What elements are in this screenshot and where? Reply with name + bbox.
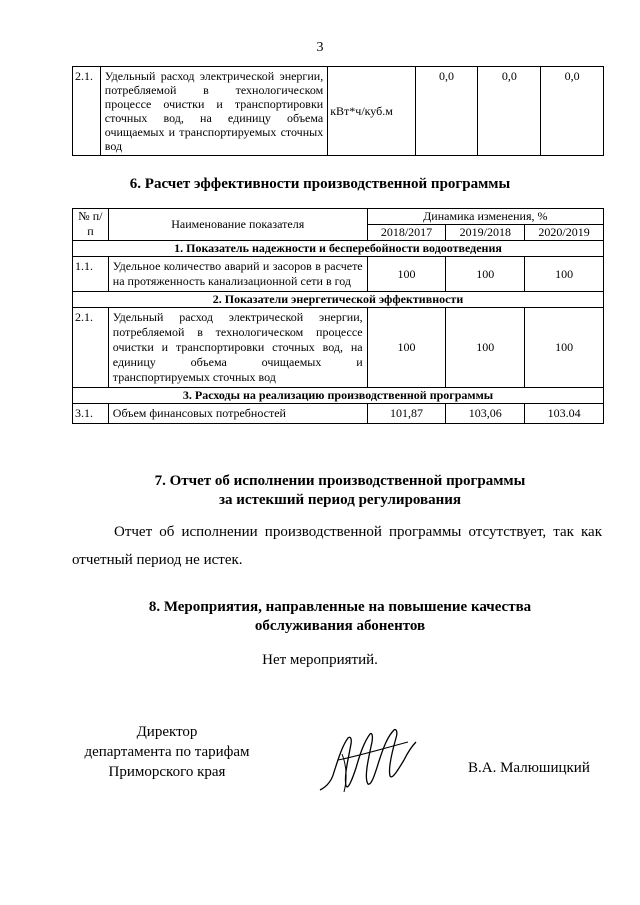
- row-number: 2.1.: [73, 308, 109, 388]
- row-value: 0,0: [478, 67, 541, 156]
- group-row: [73, 388, 604, 404]
- table-row: [73, 308, 604, 388]
- signatory-name: В.А. Малюшицкий: [468, 760, 590, 776]
- row-value: 100: [367, 257, 446, 292]
- row-value: 103,06: [446, 404, 525, 424]
- section-8-title-line: 8. Мероприятия, направленные на повышение качества: [148, 599, 532, 615]
- group-title: 3. Расходы на реализацию производственной программы: [73, 388, 604, 404]
- header-year: 2020/2019: [525, 225, 604, 241]
- section-6-title: 6. Расчет эффективности производственной программы: [129, 176, 511, 192]
- signatory-position: [72, 722, 262, 782]
- row-value: 100: [446, 257, 525, 292]
- row-value: 0,0: [541, 67, 604, 156]
- section-8-title-line: обслуживания абонентов: [254, 618, 426, 634]
- row-value: 0,0: [415, 67, 478, 156]
- header-year: 2019/2018: [446, 225, 525, 241]
- table-row: [73, 257, 604, 292]
- header-name: Наименование показателя: [108, 209, 367, 241]
- section-7-title-line: за истекший период регулирования: [218, 492, 462, 508]
- row-name: Объем финансовых потребностей: [108, 404, 367, 424]
- position-line: департамента по тарифам: [84, 744, 250, 760]
- table-header-row: [73, 209, 604, 225]
- row-number: 3.1.: [73, 404, 109, 424]
- position-line: Директор: [136, 724, 198, 740]
- row-value: 100: [525, 257, 604, 292]
- header-year: 2018/2017: [367, 225, 446, 241]
- row-name: Удельное количество аварий и засоров в расчете на протяженность канализационной сети в год: [108, 257, 367, 292]
- row-unit: кВт*ч/куб.м: [328, 67, 415, 156]
- row-name: Удельный расход электрической энергии, потребляемой в технологическом процессе очистки и транспортировки сточных вод, на единицу объема очищаемых и транспортируемых сточных вод: [108, 308, 367, 388]
- section-7-title-line: 7. Отчет об исполнении производственной программы: [154, 473, 526, 489]
- header-num: № п/п: [73, 209, 109, 241]
- row-name: Удельный расход электрической энергии, потребляемой в технологическом процессе очистки и транспортировки сточных вод, на единицу объема очищаемых и транспортируемых сточных вод: [100, 67, 327, 156]
- position-line: Приморского края: [108, 764, 226, 780]
- group-title: 1. Показатель надежности и бесперебойности водоотведения: [73, 241, 604, 257]
- row-value: 100: [446, 308, 525, 388]
- row-value: 100: [525, 308, 604, 388]
- row-value: 100: [367, 308, 446, 388]
- handwritten-signature: [318, 720, 418, 800]
- header-dynamics: Динамика изменения, %: [367, 209, 603, 225]
- group-row: [73, 241, 604, 257]
- section-8-title: [0, 598, 640, 636]
- group-row: [73, 292, 604, 308]
- row-value: 103.04: [525, 404, 604, 424]
- table-row: [73, 67, 604, 156]
- row-number: 2.1.: [73, 67, 101, 156]
- section-8-text: Нет мероприятий.: [262, 652, 378, 668]
- section-7-title: [0, 472, 640, 510]
- efficiency-table: [72, 208, 604, 424]
- row-value: 101,87: [367, 404, 446, 424]
- section-7-text: Отчет об исполнении производственной программы отсутствует, так как отчетный период не истек.: [72, 524, 602, 568]
- table-row: [73, 404, 604, 424]
- row-number: 1.1.: [73, 257, 109, 292]
- page-number: 3: [316, 40, 324, 55]
- group-title: 2. Показатели энергетической эффективности: [73, 292, 604, 308]
- indicator-table-continued: [72, 66, 604, 156]
